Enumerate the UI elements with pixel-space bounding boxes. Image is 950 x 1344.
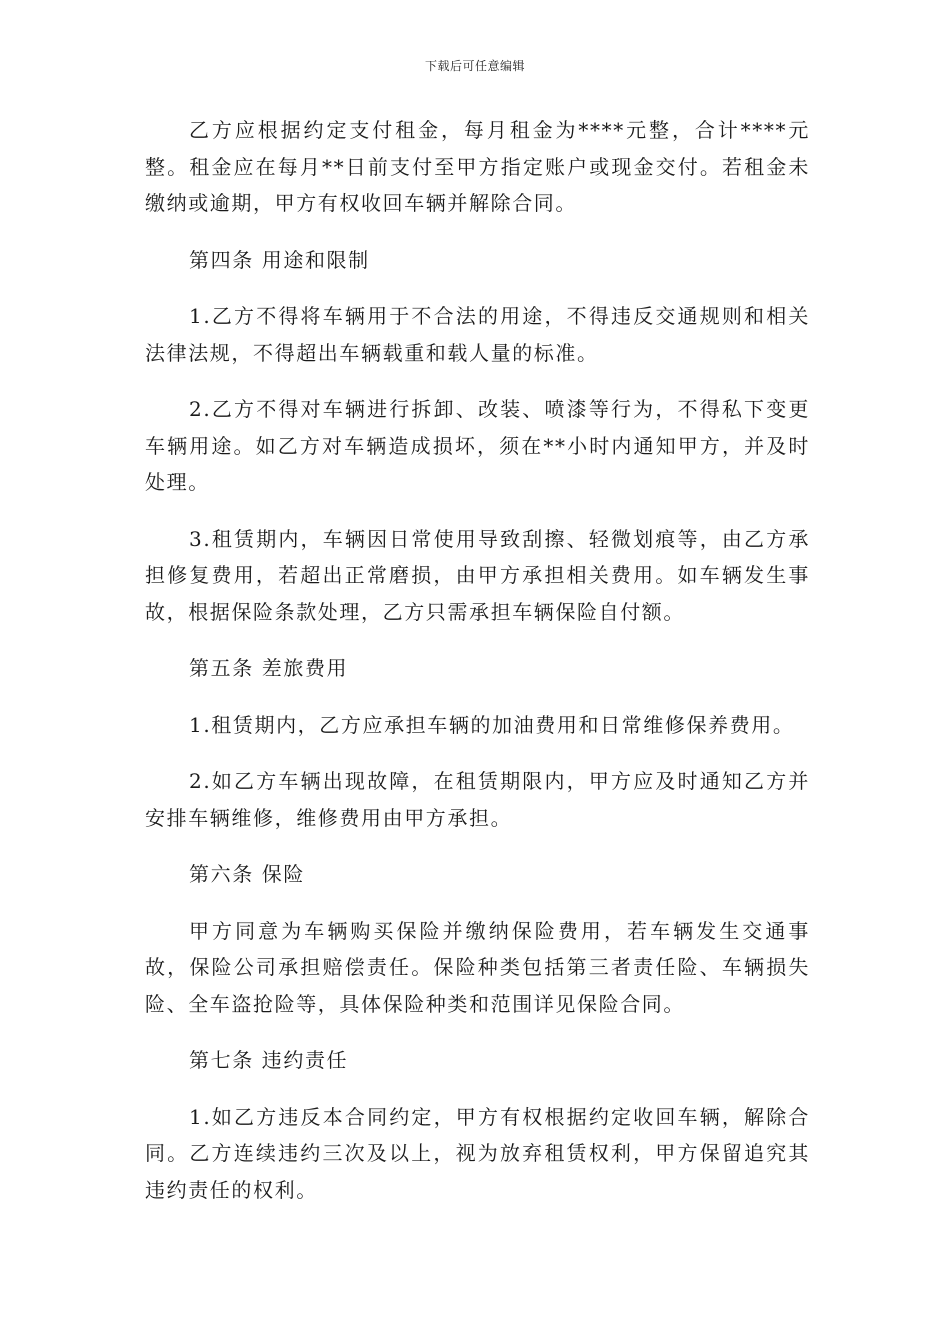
paragraph-usage-3: 3.租赁期内，车辆因日常使用导致刮擦、轻微划痕等，由乙方承担修复费用，若超出正常磨损，由甲方承担相关费用。如车辆发生事故，根据保险条款处理，乙方只需承担车辆保险自付额。: [145, 526, 810, 624]
article-4-heading: 第四条 用途和限制: [189, 247, 370, 272]
paragraph-liability-1: 1.如乙方违反本合同约定，甲方有权根据约定收回车辆，解除合同。乙方连续违约三次及以上，视为放弃租赁权利，甲方保留追究其违约责任的权利。: [145, 1104, 810, 1202]
paragraph-usage-2: 2.乙方不得对车辆进行拆卸、改装、喷漆等行为，不得私下变更车辆用途。如乙方对车辆造成损坏，须在**小时内通知甲方，并及时处理。: [145, 397, 810, 494]
paragraph-expenses-1: 1.租赁期内，乙方应承担车辆的加油费用和日常维修保养费用。: [189, 712, 795, 737]
article-5-heading: 第五条 差旅费用: [189, 656, 349, 680]
paragraph-usage-1: 1.乙方不得将车辆用于不合法的用途，不得违反交通规则和相关法律法规，不得超出车辆载重和载人量的标准。: [145, 304, 810, 365]
header-note: 下载后可任意编辑: [424, 59, 525, 73]
paragraph-insurance: 甲方同意为车辆购买保险并缴纳保险费用，若车辆发生交通事故，保险公司承担赔偿责任。保险种类包括第三者责任险、车辆损失险、全车盗抢险等，具体保险种类和范围详见保险合同。: [145, 918, 810, 1016]
document-body: [145, 112, 810, 1228]
article-7-heading: 第七条 违约责任: [189, 1048, 349, 1072]
paragraph-rent-payment: 乙方应根据约定支付租金，每月租金为****元整，合计****元整。租金应在每月**日前支付至甲方指定账户或现金交付。若租金未缴纳或逾期，甲方有权收回车辆并解除合同。: [145, 118, 810, 215]
article-6-heading: 第六条 保险: [189, 862, 305, 886]
paragraph-expenses-2: 2.如乙方车辆出现故障，在租赁期限内，甲方应及时通知乙方并安排车辆维修，维修费用由甲方承担。: [145, 769, 810, 830]
